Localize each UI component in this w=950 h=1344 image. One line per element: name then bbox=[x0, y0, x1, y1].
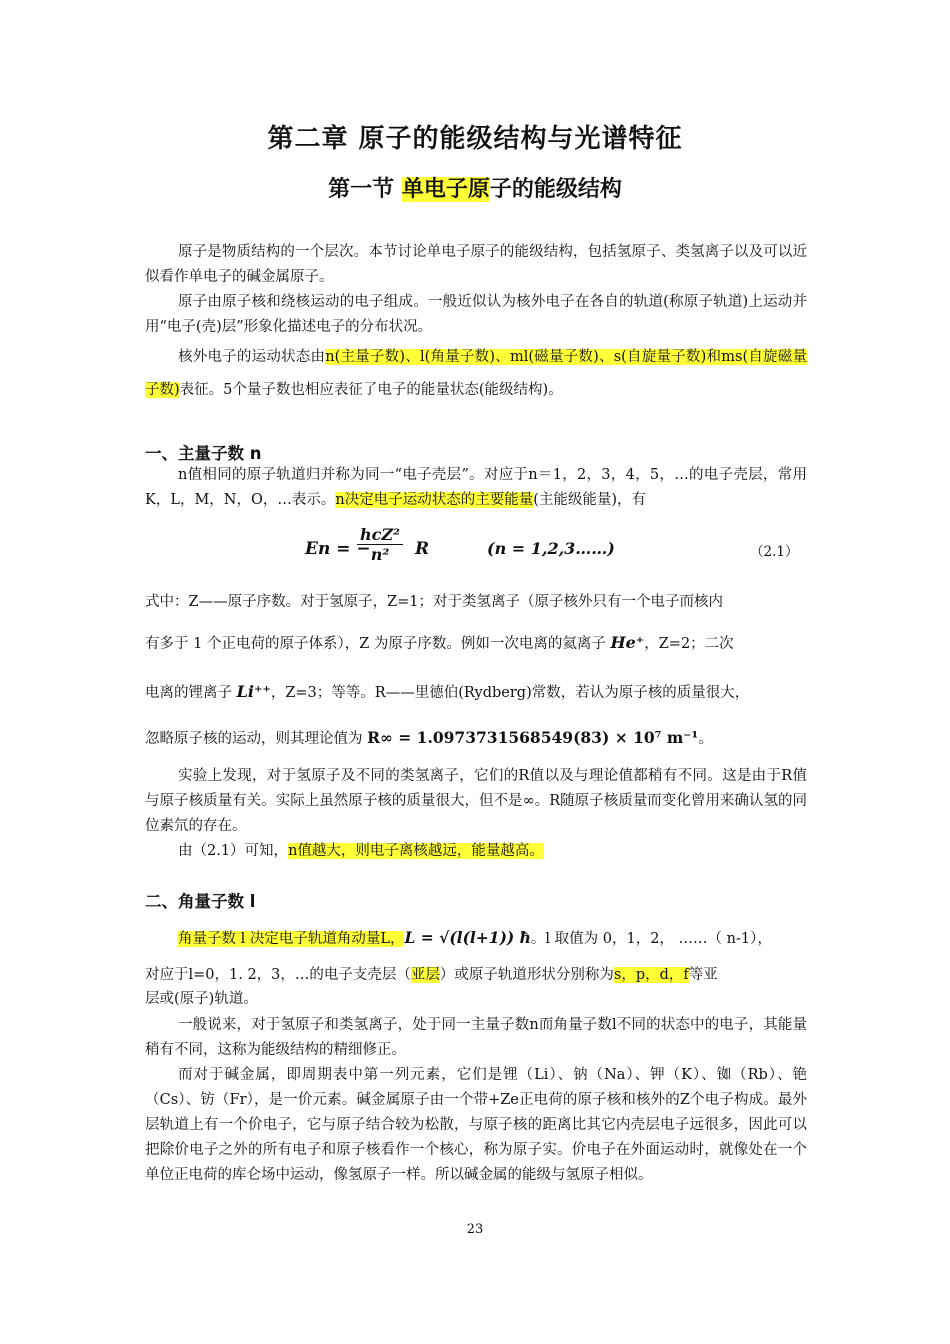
intro-p3-text-a: 核外电子的运动状态由 bbox=[178, 349, 326, 365]
sec2-l1-text-b: 。l 取值为 0，1，2， ……（ n-1）， bbox=[530, 931, 772, 947]
sec1-p1-text-b: (主能级能量)，有 bbox=[533, 492, 647, 508]
intro-p3-highlight-2: 和ms(自旋磁量子数) bbox=[145, 349, 807, 398]
section-title-prefix: 第一节 bbox=[328, 177, 402, 202]
eq-rydberg: R bbox=[415, 539, 430, 559]
sec1-line3-b: ，Z=3；等等。R——里德伯(Rydberg)常数，若认为原子核的质量很大， bbox=[270, 685, 750, 701]
eq-label: （2.1） bbox=[750, 544, 799, 560]
angular-momentum-eq: L = √(l(l+1)) ħ bbox=[404, 928, 531, 947]
sec2-l2-c: 等亚 bbox=[688, 967, 718, 983]
sec1-line4-a: 忽略原子核的运动，则其理论值为 bbox=[145, 731, 368, 747]
sec1-line-4 bbox=[145, 725, 807, 752]
section-2-heading: 二、角量子数 l bbox=[145, 892, 256, 911]
sec1-p3-text-a: 由（2.1）可知， bbox=[178, 843, 289, 859]
intro-paragraph-3 bbox=[145, 341, 807, 407]
eq-lhs: En = − bbox=[305, 539, 371, 559]
eq-numerator: hcZ² bbox=[357, 525, 403, 545]
sec1-p3-highlight: n值越大，则电子离核越远，能量越高。 bbox=[288, 843, 544, 859]
sec2-l2-highlight-2: s，p，d，f bbox=[613, 967, 689, 983]
sec1-line4-b: 。 bbox=[698, 731, 713, 747]
eq-range: (n = 1,2,3……) bbox=[487, 539, 615, 558]
sec1-line-3 bbox=[145, 679, 807, 706]
sec1-line3-a: 电离的锂离子 bbox=[145, 685, 237, 701]
lithium-ion: Li⁺⁺ bbox=[236, 682, 271, 701]
rydberg-value: R∞ = 1.0973731568549(83) × 10⁷ m⁻¹ bbox=[367, 728, 699, 747]
sec1-line2-a: 有多于 1 个正电荷的原子体系），Z 为原子序数。例如一次电离的氦离子 bbox=[145, 636, 611, 652]
sec2-l2-highlight-1: 亚层 bbox=[410, 967, 440, 983]
helium-ion: He⁺ bbox=[610, 633, 645, 652]
sec2-paragraph-2: 一般说来，对于氢原子和类氢离子，处于同一主量子数n而角量子数l不同的状态中的电子，其能量稍有不同，这称为能级结构的精细修正。 bbox=[145, 1017, 807, 1058]
section-title-suffix: 子的能级结构 bbox=[489, 177, 622, 202]
sec2-l2-a: 对应于l=0，1. 2，3，…的电子支壳层（ bbox=[145, 967, 411, 983]
sec2-line-2 bbox=[145, 963, 807, 988]
sec1-line2-b: ，Z=2；二次 bbox=[644, 636, 734, 652]
chapter-title: 第二章 原子的能级结构与光谱特征 bbox=[267, 124, 683, 154]
equation-2-1 bbox=[305, 525, 805, 575]
sec1-line-1: 式中：Z——原子序数。对于氢原子，Z=1；对于类氢离子（原子核外只有一个电子而核内 bbox=[145, 594, 724, 610]
page-number: 23 bbox=[466, 1222, 484, 1237]
sec1-p1-text-a: n值相同的原子轨道归并称为同一“电子壳层”。对应于n＝1，2，3，4，5，…的电子壳层，常用K，L，M，N，O，…表示。 bbox=[145, 467, 807, 508]
sec2-line-3: 层或(原子)轨道。 bbox=[145, 991, 258, 1007]
intro-p3-highlight-1: n(主量子数)、l(角量子数)、ml(磁量子数)、s(自旋量子数) bbox=[325, 349, 707, 365]
sec1-p1-highlight: n决定电子运动状态的主要能量 bbox=[335, 492, 534, 508]
section-1-heading: 一、主量子数 n bbox=[145, 444, 262, 463]
sec1-paragraph-1 bbox=[145, 463, 807, 513]
eq-denominator: n² bbox=[370, 545, 390, 564]
intro-p3-text-b: 表征。5个量子数也相应表征了电子的能量状态(能级结构)。 bbox=[179, 382, 563, 398]
section-title-highlight: 单电子原 bbox=[401, 177, 490, 202]
eq-fraction bbox=[357, 525, 403, 564]
intro-paragraph-1: 原子是物质结构的一个层次。本节讨论单电子原子的能级结构，包括氢原子、类氢离子以及可以近似看作单电子的碱金属原子。 bbox=[145, 244, 807, 285]
sec2-l1-highlight: 角量子数 l 决定电子轨道角动量L， bbox=[178, 931, 405, 947]
sec2-line-1 bbox=[145, 925, 807, 952]
sec1-paragraph-3 bbox=[145, 839, 807, 864]
sec1-line-2 bbox=[145, 630, 807, 657]
section-title bbox=[0, 172, 950, 203]
intro-paragraph-2: 原子由原子核和绕核运动的电子组成。一般近似认为核外电子在各自的轨道(称原子轨道)上运动并用“电子(壳)层”形象化描述电子的分布状况。 bbox=[145, 294, 807, 335]
sec2-paragraph-3: 而对于碱金属，即周期表中第一列元素，它们是锂（Li）、钠（Na）、钾（K）、铷（Rb）、铯（Cs）、钫（Fr），是一价元素。碱金属原子由一个带+Ze正电荷的原子核和核外的Z个电子构成。最外层轨道上有一个价电子，它与原子结合较为松散，与原子核的距离比其它内壳层电子远很多，因此可以把除价电子之外的所有电子和原子核看作一个核心，称为原子实。价电子在外面运动时，就像处在一个单位正电荷的库仑场中运动，像氢原子一样。所以碱金属的能级与氢原子相似。 bbox=[145, 1067, 807, 1183]
sec2-l2-b: ）或原子轨道形状分别称为 bbox=[439, 967, 614, 983]
sec1-paragraph-2: 实验上发现，对于氢原子及不同的类氢离子，它们的R值以及与理论值都稍有不同。这是由于R值与原子核质量有关。实际上虽然原子核的质量很大，但不是∞。R随原子核质量而变化曾用来确认氢的同位素氘的存在。 bbox=[145, 768, 807, 834]
